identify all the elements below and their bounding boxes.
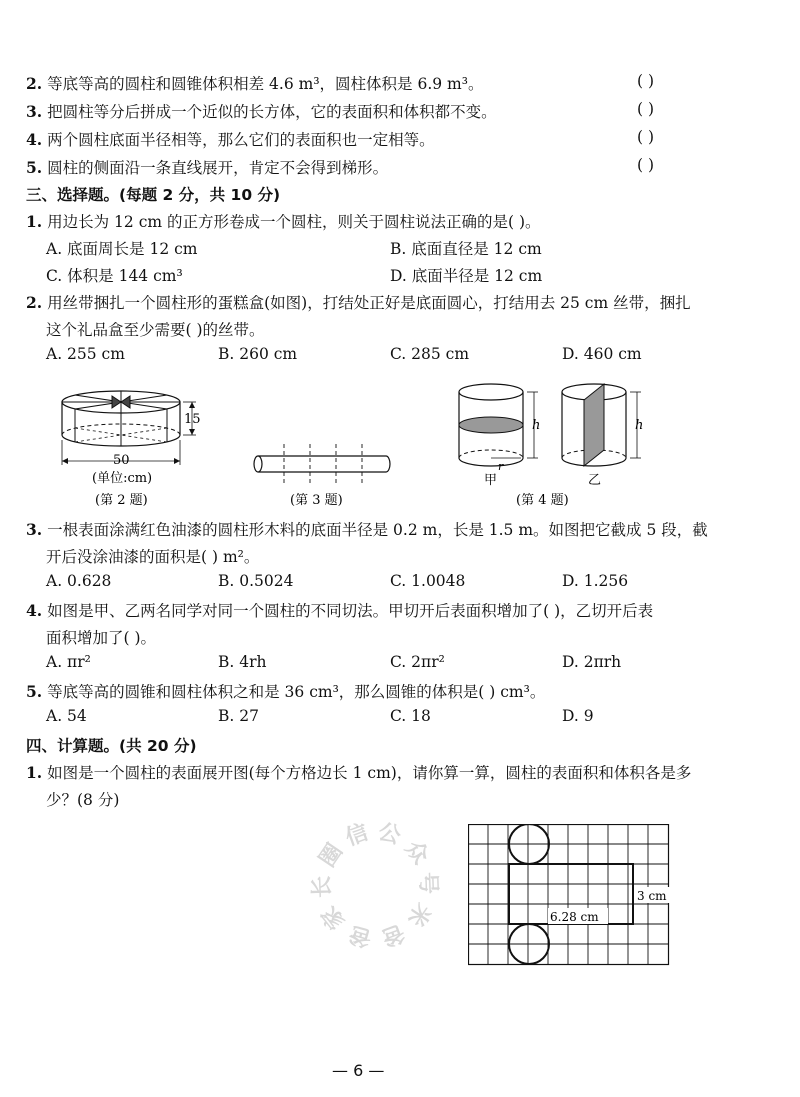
section-heading-choice: 三、选择题。(每题 2 分，共 10 分) — [26, 186, 281, 204]
option-d[interactable]: D. 460 cm — [562, 345, 642, 363]
option-c[interactable]: C. 1.0048 — [390, 572, 466, 590]
answer-bracket[interactable]: ( ) — [637, 100, 655, 118]
fig4-yi-label: 乙 — [588, 473, 602, 488]
fig4-jia-label: 甲 — [484, 473, 498, 488]
question-number: 4. — [26, 130, 43, 149]
page-number: — 6 — — [332, 1061, 385, 1080]
option-d[interactable]: D. 2πrh — [562, 653, 622, 671]
fig4-r-label: r — [498, 460, 504, 473]
fig2-unit: (单位:cm) — [92, 471, 153, 486]
question-text-line2: 少？(8 分) — [46, 791, 120, 809]
calc-question-1 — [26, 761, 691, 783]
question-text: 如图是一个圆柱的表面展开图(每个方格边长 1 cm)，请你算一算，圆柱的表面积和体积各是多 — [47, 764, 692, 782]
net-length-label: 6.28 cm — [550, 910, 599, 924]
question-number: 3. — [26, 102, 43, 121]
answer-bracket[interactable]: ( ) — [637, 128, 655, 146]
question-text: 一根表面涂满红色油漆的圆柱形木料的底面半径是 0.2 m，长是 1.5 m。如图把它截成 5 段，截 — [47, 521, 708, 539]
fig2-caption: (第 2 题) — [95, 493, 148, 508]
stamp-char: 信 — [342, 819, 372, 852]
question-text: 把圆柱等分后拼成一个近似的长方体，它的表面积和体积都不变。 — [47, 103, 497, 121]
question-text: 两个圆柱底面半径相等，那么它们的表面积也一定相等。 — [47, 131, 435, 149]
stamp-char: 家 — [316, 900, 351, 935]
cylinder-net-grid — [468, 824, 673, 966]
fig4-caption: (第 4 题) — [516, 493, 569, 508]
question-number: 1. — [26, 212, 43, 231]
figure-3-log — [254, 444, 390, 508]
option-a[interactable]: A. πr² — [46, 653, 91, 671]
figures-row — [0, 372, 800, 512]
question-text: 用丝带捆扎一个圆柱形的蛋糕盒(如图)，打结处正好是底面圆心，打结用去 25 cm 丝带，捆扎 — [47, 294, 691, 312]
judge-item-5 — [26, 156, 388, 178]
option-c[interactable]: C. 18 — [390, 707, 431, 725]
question-text: 等底等高的圆柱和圆锥体积相差 4.6 m³，圆柱体积是 6.9 m³。 — [47, 75, 484, 93]
judge-item-3 — [26, 100, 497, 122]
stamp-char: 长 — [308, 875, 336, 899]
net-height-label: 3 cm — [637, 889, 667, 903]
option-d[interactable]: D. 1.256 — [562, 572, 629, 590]
option-a[interactable]: A. 255 cm — [46, 345, 125, 363]
question-number: 4. — [26, 601, 43, 620]
question-text: 圆柱的侧面沿一条直线展开，肯定不会得到梯形。 — [47, 159, 389, 177]
choice-question-5 — [26, 680, 545, 702]
option-d[interactable]: D. 底面半径是 12 cm — [390, 267, 543, 285]
option-a[interactable]: A. 0.628 — [46, 572, 112, 590]
option-c[interactable]: C. 体积是 144 cm³ — [46, 267, 183, 285]
option-b[interactable]: B. 260 cm — [218, 345, 298, 363]
stamp-char: 公 — [375, 818, 404, 850]
question-text: 用边长为 12 cm 的正方形卷成一个圆柱，则关于圆柱说法正确的是( )。 — [47, 213, 541, 231]
option-c[interactable]: C. 2πr² — [390, 653, 445, 671]
question-text-line2: 开后没涂油漆的面积是( ) m²。 — [46, 548, 260, 566]
stamp-char: 米 — [401, 898, 436, 932]
answer-bracket[interactable]: ( ) — [637, 72, 655, 90]
question-number: 2. — [26, 293, 43, 312]
stamp-char: 爸 — [346, 920, 375, 952]
stamp-char: 爸 — [378, 918, 408, 951]
question-text: 如图是甲、乙两名同学对同一个圆柱的不同切法。甲切开后表面积增加了( )，乙切开后表 — [47, 602, 654, 620]
option-d[interactable]: D. 9 — [562, 707, 594, 725]
stamp-char: 号 — [414, 871, 442, 895]
figure-4-cylinders — [459, 384, 643, 508]
watermark-stamp — [300, 810, 450, 960]
figure-2-cake-box — [62, 391, 201, 508]
stamp-char: 圈 — [314, 838, 349, 872]
judge-item-4 — [26, 128, 435, 150]
option-a[interactable]: A. 底面周长是 12 cm — [46, 240, 198, 258]
option-b[interactable]: B. 底面直径是 12 cm — [390, 240, 542, 258]
fig4-h1-label: h — [532, 418, 541, 433]
stamp-char: 众 — [399, 835, 434, 870]
question-number: 3. — [26, 520, 43, 539]
judge-item-2 — [26, 72, 483, 94]
question-number: 5. — [26, 158, 43, 177]
question-text-line2: 这个礼品盒至少需要( )的丝带。 — [46, 321, 265, 339]
fig2-width-label: 50 — [113, 453, 130, 468]
option-b[interactable]: B. 4rh — [218, 653, 267, 671]
choice-question-2 — [26, 291, 691, 313]
question-text: 等底等高的圆锥和圆柱体积之和是 36 cm³，那么圆锥的体积是( ) cm³。 — [47, 683, 546, 701]
option-c[interactable]: C. 285 cm — [390, 345, 470, 363]
option-a[interactable]: A. 54 — [46, 707, 87, 725]
section-heading-calc: 四、计算题。(共 20 分) — [26, 737, 197, 755]
option-b[interactable]: B. 0.5024 — [218, 572, 294, 590]
choice-question-4 — [26, 599, 653, 621]
fig4-h2-label: h — [635, 418, 644, 433]
question-number: 5. — [26, 682, 43, 701]
question-number: 2. — [26, 74, 43, 93]
answer-bracket[interactable]: ( ) — [637, 156, 655, 174]
question-number: 1. — [26, 763, 43, 782]
question-text-line2: 面积增加了( )。 — [46, 629, 157, 647]
choice-question-3 — [26, 518, 708, 540]
choice-question-1 — [26, 210, 541, 232]
fig2-height-label: 15 — [184, 412, 201, 427]
fig3-caption: (第 3 题) — [290, 493, 343, 508]
option-b[interactable]: B. 27 — [218, 707, 259, 725]
